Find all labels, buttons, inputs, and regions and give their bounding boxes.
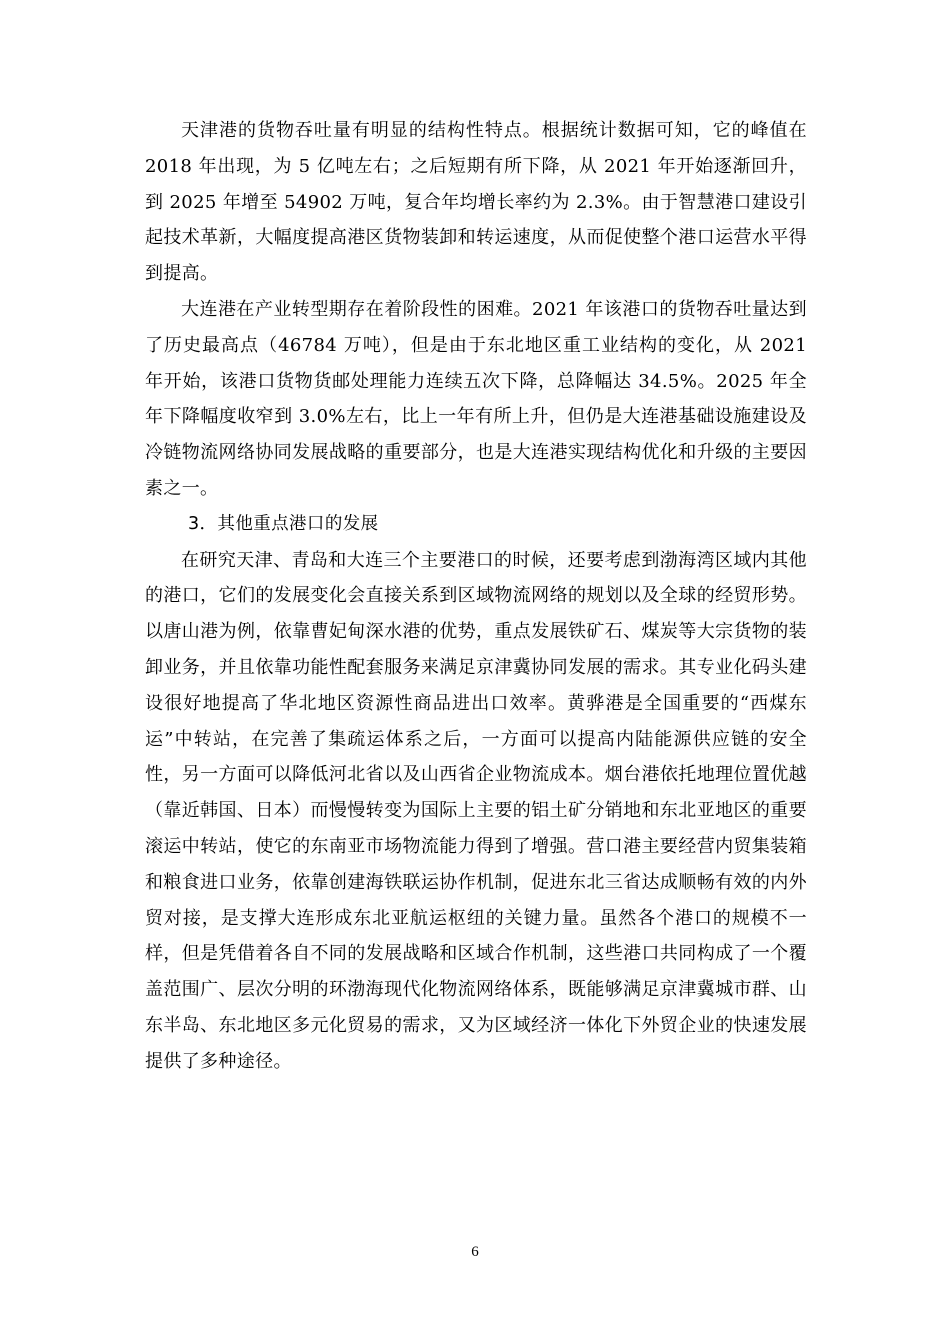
- document-body: [145, 113, 807, 1080]
- page-number: 6: [471, 1244, 479, 1260]
- paragraph-dalian-port: 大连港在产业转型期存在着阶段性的困难。2021 年该港口的货物吞吐量达到了历史最高点（46784 万吨），但是由于东北地区重工业结构的变化，从 2021 年开始，该港口货物货邮处理能力连续五次下降，总降幅达 34.5%。2025 年全年下降幅度收窄到 3.0%左右，比上一年有所上升，但仍是大连港基础设施建设及冷链物流网络协同发展战略的重要部分，也是大连港实现结构优化和升级的主要因素之一。: [145, 298, 807, 499]
- section-heading: 3．其他重点港口的发展: [188, 513, 379, 534]
- paragraph-tianjin-port: 天津港的货物吞吐量有明显的结构性特点。根据统计数据可知，它的峰值在 2018 年出现，为 5 亿吨左右；之后短期有所下降，从 2021 年开始逐渐回升，到 2025 年增至 54902 万吨，复合年均增长率约为 2.3%。由于智慧港口建设引起技术革新，大幅度提高港区货物装卸和转运速度，从而促使整个港口运营水平得到提高。: [145, 120, 807, 285]
- paragraph-other-ports: 在研究天津、青岛和大连三个主要港口的时候，还要考虑到渤海湾区域内其他的港口，它们的发展变化会直接关系到区域物流网络的规划以及全球的经贸形势。以唐山港为例，依靠曹妃甸深水港的优势，重点发展铁矿石、煤炭等大宗货物的装卸业务，并且依靠功能性配套服务来满足京津冀协同发展的需求。其专业化码头建设很好地提高了华北地区资源性商品进出口效率。黄骅港是全国重要的“西煤东运”中转站，在完善了集疏运体系之后，一方面可以提高内陆能源供应链的安全性，另一方面可以降低河北省以及山西省企业物流成本。烟台港依托地理位置优越（靠近韩国、日本）而慢慢转变为国际上主要的铝土矿分销地和东北亚地区的重要滚运中转站，使它的东南亚市场物流能力得到了增强。营口港主要经营内贸集装箱和粮食进口业务，依靠创建海铁联运协作机制，促进东北三省达成顺畅有效的内外贸对接，是支撑大连形成东北亚航运枢纽的关键力量。虽然各个港口的规模不一样，但是凭借着各自不同的发展战略和区域合作机制，这些港口共同构成了一个覆盖范围广、层次分明的环渤海现代化物流网络体系，既能够满足京津冀城市群、山东半岛、东北地区多元化贸易的需求，又为区域经济一体化下外贸企业的快速发展提供了多种途径。: [145, 549, 807, 1072]
